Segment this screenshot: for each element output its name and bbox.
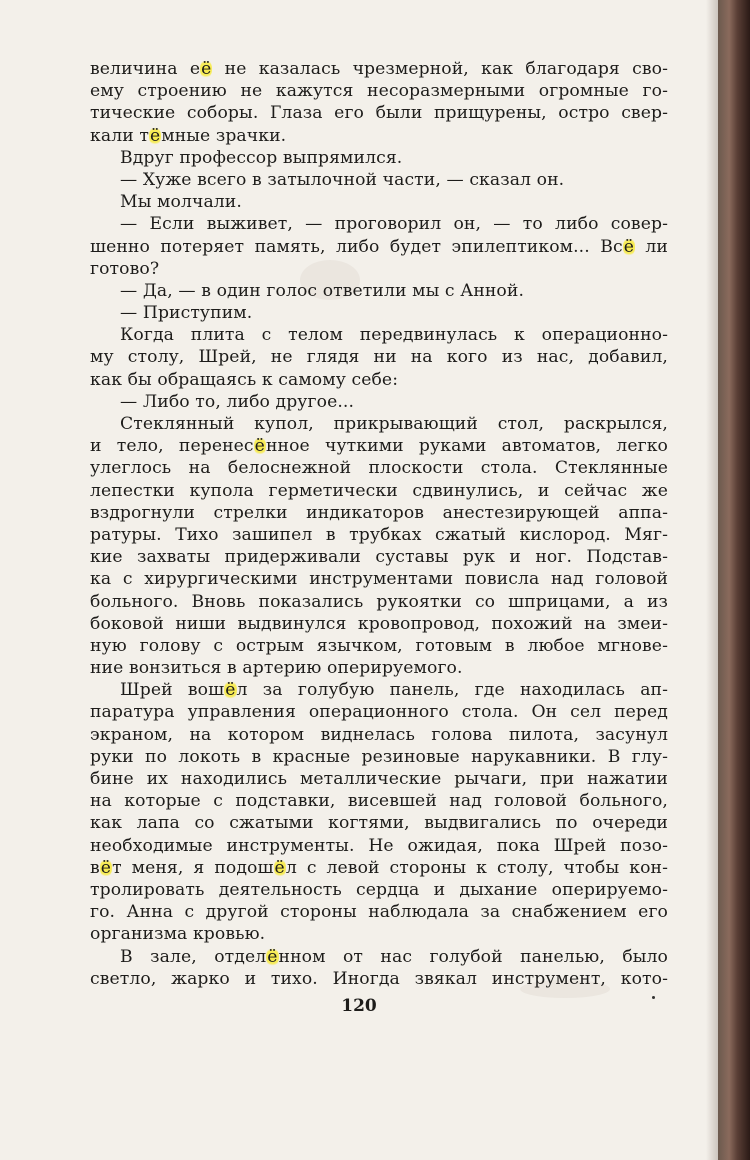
text-line: бине их находились металлические рычаги, при нажатии xyxy=(90,769,668,789)
text-line: — Либо то, либо другое... xyxy=(120,391,355,412)
text-line: руки по локоть в красные резиновые нарукавники. В глу- xyxy=(90,746,668,767)
text-line: больного. Вновь показались рукоятки со шприцами, а из xyxy=(90,591,668,612)
highlighted-yo-letter: ё xyxy=(201,59,212,79)
page-gutter-shadow xyxy=(706,0,718,1160)
text-line: как лапа со сжатыми когтями, выдвигались по очереди xyxy=(90,813,668,834)
text-line: — Если выживет, — проговорил он, — то либо совер- xyxy=(120,214,668,235)
text-line: тические соборы. Глаза его были прищурены, остро свер- xyxy=(90,103,668,124)
text-line: Вдруг профессор выпрямился. xyxy=(120,147,403,168)
text-line: вёт меня, я подошёл с левой стороны к столу, чтобы кон- xyxy=(90,857,668,878)
highlighted-yo-letter: ё xyxy=(267,946,278,967)
text-line: готово? xyxy=(90,258,160,279)
text-line: тролировать деятельность сердца и дыхание оперируемо- xyxy=(90,879,668,900)
highlighted-yo-letter: ё xyxy=(623,236,634,257)
text-line: — Хуже всего в затылочной части, — сказал он. xyxy=(120,169,565,190)
text-line: улеглось на белоснежной плоскости стола. Стеклянные xyxy=(90,458,668,479)
text-line: Шрей вошёл за голубую панель, где находилась ап- xyxy=(120,680,668,701)
highlighted-yo-letter: ё xyxy=(100,857,112,878)
text-line: кие захваты придерживали суставы рук и ног. Подстав- xyxy=(90,547,668,568)
text-line: Когда плита с телом передвинулась к операционно- xyxy=(120,325,668,346)
text-line: В зале, отделённом от нас голубой панелью, было xyxy=(120,946,668,967)
text-line: Стеклянный купол, прикрывающий стол, раскрылся, xyxy=(120,414,668,434)
text-line: боковой ниши выдвинулся кровопровод, похожий на змеи- xyxy=(90,613,668,634)
text-line: кали тёмные зрачки. xyxy=(90,125,287,146)
text-line: — Да, — в один голос ответили мы с Анной. xyxy=(120,280,525,301)
text-line: паратура управления операционного стола. Он сел перед xyxy=(90,702,668,723)
text-line: величина её не казалась чрезмерной, как благодаря сво- xyxy=(90,59,668,79)
text-line: лепестки купола герметически сдвинулись, и сейчас же xyxy=(90,480,668,501)
text-line: организма кровью. xyxy=(90,924,266,945)
text-line: светло, жарко и тихо. Иногда звякал инструмент, кото- xyxy=(90,968,668,989)
text-line: необходимые инструменты. Не ожидая, пока Шрей позо- xyxy=(90,835,668,856)
text-line: как бы обращаясь к самому себе: xyxy=(90,369,399,390)
body-text xyxy=(90,58,668,990)
text-line: го. Анна с другой стороны наблюдала за снабжением его xyxy=(90,902,668,923)
text-line: экраном, на котором виднелась голова пилота, засунул xyxy=(90,724,668,745)
ink-dot xyxy=(652,996,655,999)
text-line: му столу, Шрей, не глядя ни на кого из нас, добавил, xyxy=(90,347,668,368)
text-line: шенно потеряет память, либо будет эпилептиком... Всё ли xyxy=(90,236,668,257)
text-line: ную голову с острым язычком, готовым в любое мгнове- xyxy=(90,635,668,656)
highlighted-yo-letter: ё xyxy=(225,680,236,701)
text-line: ние вонзиться в артерию оперируемого. xyxy=(90,658,463,679)
text-line: вздрогнули стрелки индикаторов анестезирующей аппа- xyxy=(90,502,668,523)
text-line: ратуры. Тихо зашипел в трубках сжатый кислород. Мяг- xyxy=(90,524,668,545)
text-line: Мы молчали. xyxy=(120,192,242,213)
text-line: — Приступим. xyxy=(120,303,253,324)
text-line: и тело, перенесённое чуткими руками автоматов, легко xyxy=(90,436,668,457)
text-line: на которые с подставки, висевшей над головой больного, xyxy=(90,791,668,812)
text-line: ка с хирургическими инструментами повисла над головой xyxy=(90,569,668,590)
highlighted-yo-letter: ё xyxy=(274,857,285,878)
page-number: 120 xyxy=(341,996,377,1016)
book-spine xyxy=(718,0,750,1160)
highlighted-yo-letter: ё xyxy=(254,436,265,457)
text-line: ему строению не кажутся несоразмерными огромные го- xyxy=(90,81,668,102)
highlighted-yo-letter: ё xyxy=(149,125,161,146)
